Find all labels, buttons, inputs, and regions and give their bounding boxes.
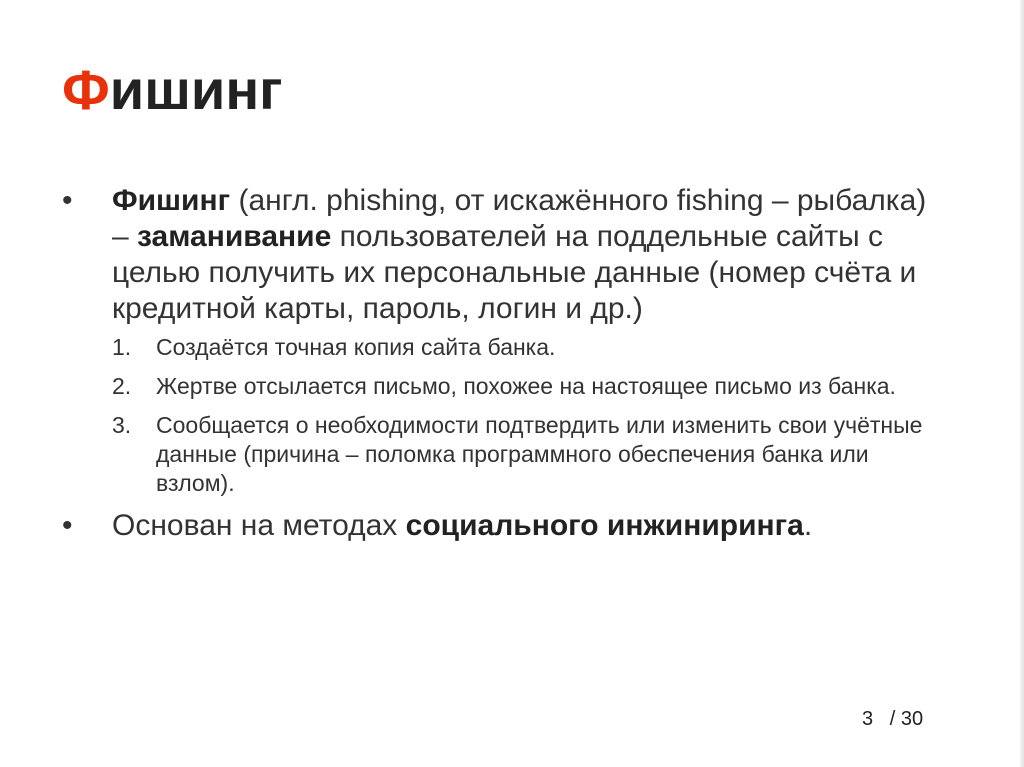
step-number: 1. (112, 334, 132, 360)
definition-term: Фишинг (112, 184, 231, 217)
step-number: 3. (112, 412, 132, 438)
step-text: Создаётся точная копия сайта банка. (156, 334, 556, 360)
steps-list (112, 333, 942, 498)
bullet-social-engineering (62, 508, 942, 544)
step-text: Жертве отсылается письмо, похожее на настоящее письмо из банка. (156, 373, 896, 399)
slide-title (62, 58, 283, 121)
page-counter (862, 708, 923, 731)
title-rest: ишинг (109, 58, 283, 121)
step-number: 2. (112, 373, 132, 399)
page-total: / 30 (889, 708, 924, 730)
bullet-marker: • (62, 184, 73, 217)
slide-edge-shadow (1020, 0, 1024, 767)
social-text-a: Основан на методах (112, 509, 406, 542)
definition-text-a: (англ. phishing, от искажённого fishing – рыбалка) – (112, 184, 927, 253)
title-accent-letter: Ф (62, 58, 110, 121)
bullet-definition (62, 183, 942, 327)
bullet-marker: • (62, 509, 73, 542)
list-item (112, 411, 942, 498)
slide-body (62, 183, 942, 544)
page-current: 3 (862, 708, 874, 730)
list-item (112, 372, 942, 401)
social-text-b: . (803, 509, 813, 542)
step-text: Сообщается о необходимости подтвердить или изменить свои учётные данные (причина – поломка программного обеспечения банка или взлом). (156, 412, 923, 496)
social-emphasis: социального инжиниринга (405, 509, 804, 542)
definition-emphasis: заманивание (137, 220, 332, 253)
list-item (112, 333, 942, 362)
definition-text-b: пользователей на поддельные сайты с целью получить их персональные данные (номер счёта и кредитной карты, пароль, логин и др.) (112, 220, 917, 325)
